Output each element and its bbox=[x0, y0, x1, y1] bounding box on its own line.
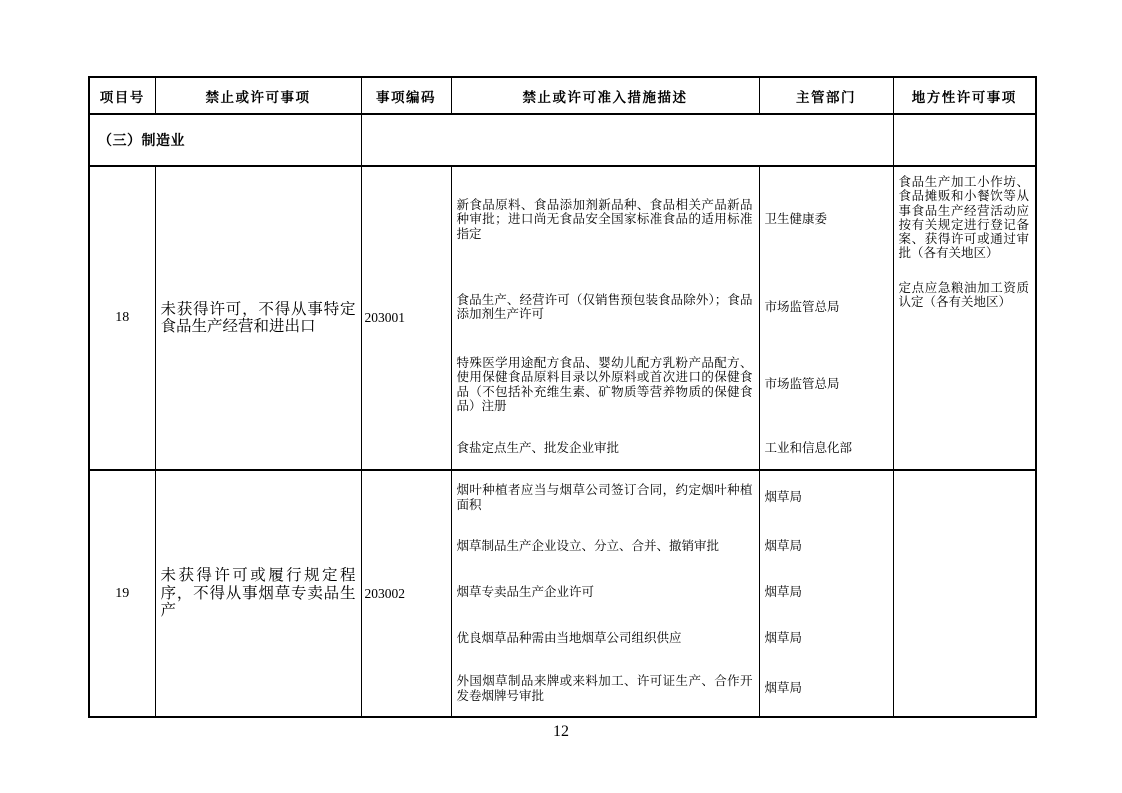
local-items-cell bbox=[893, 166, 1036, 470]
department-item bbox=[760, 524, 893, 569]
department-label: 烟草局 bbox=[764, 585, 803, 600]
col-header-prohibited-item: 禁止或许可事项 bbox=[155, 77, 361, 114]
measure-desc: 外国烟草制品来牌或来料加工、许可证生产、合作开发卷烟牌号审批 bbox=[456, 674, 753, 703]
item-number: 18 bbox=[89, 166, 155, 470]
measure-item bbox=[452, 427, 759, 469]
department-label: 烟草局 bbox=[764, 631, 803, 646]
department-item bbox=[760, 167, 893, 272]
department-label: 烟草局 bbox=[764, 539, 803, 554]
measure-item bbox=[452, 524, 759, 569]
item-number: 19 bbox=[89, 470, 155, 717]
item-code: 203002 bbox=[361, 470, 451, 717]
empty-cell bbox=[361, 114, 893, 166]
department-item bbox=[760, 427, 893, 469]
section-row bbox=[89, 114, 1036, 166]
department-label: 卫生健康委 bbox=[764, 212, 828, 227]
measure-desc: 食品生产、经营许可（仅销售预包装食品除外）；食品添加剂生产许可 bbox=[456, 292, 753, 321]
section-title: （三）制造业 bbox=[89, 114, 361, 166]
measure-item bbox=[452, 616, 759, 661]
department-item bbox=[760, 661, 893, 716]
col-header-item-no: 项目号 bbox=[89, 77, 155, 114]
measure-desc: 烟叶种植者应当与烟草公司签订合同，约定烟叶种植面积 bbox=[456, 483, 753, 512]
departments-cell bbox=[759, 166, 893, 470]
measure-item bbox=[452, 661, 759, 716]
departments-cell bbox=[759, 470, 893, 717]
table-header-row bbox=[89, 77, 1036, 114]
prohibited-item-text: 未获得许可或履行规定程序，不得从事烟草专卖品生产 bbox=[155, 470, 361, 717]
measure-desc: 优良烟草品种需由当地烟草公司组织供应 bbox=[456, 631, 682, 646]
page-number: 12 bbox=[553, 723, 569, 740]
table-row-18 bbox=[89, 166, 1036, 470]
measures-cell bbox=[451, 166, 759, 470]
measure-desc: 新食品原料、食品添加剂新品种、食品相关产品新品种审批；进口尚无食品安全国家标准食品的适用标准指定 bbox=[456, 198, 753, 241]
market-access-table bbox=[88, 76, 1037, 718]
table-row-19 bbox=[89, 470, 1036, 717]
local-item: 定点应急粮油加工资质认定（各有关地区） bbox=[898, 280, 1029, 310]
measure-item bbox=[452, 167, 759, 272]
measure-desc: 烟草制品生产企业设立、分立、合并、撤销审批 bbox=[456, 539, 720, 554]
measure-item bbox=[452, 471, 759, 524]
col-header-local-items: 地方性许可事项 bbox=[893, 77, 1036, 114]
department-label: 市场监管总局 bbox=[764, 299, 840, 314]
department-label: 工业和信息化部 bbox=[764, 440, 853, 455]
measures-cell bbox=[451, 470, 759, 717]
local-items-cell bbox=[893, 470, 1036, 717]
department-item bbox=[760, 342, 893, 427]
empty-cell bbox=[893, 114, 1036, 166]
measure-item bbox=[452, 569, 759, 616]
department-item bbox=[760, 471, 893, 524]
department-item bbox=[760, 272, 893, 342]
measure-desc: 烟草专卖品生产企业许可 bbox=[456, 585, 595, 600]
col-header-measure-desc: 禁止或许可准入措施描述 bbox=[451, 77, 759, 114]
item-code: 203001 bbox=[361, 166, 451, 470]
department-label: 烟草局 bbox=[764, 490, 803, 505]
department-item bbox=[760, 616, 893, 661]
col-header-dept: 主管部门 bbox=[759, 77, 893, 114]
measure-item bbox=[452, 272, 759, 342]
measure-desc: 特殊医学用途配方食品、婴幼儿配方乳粉产品配方、使用保健食品原料目录以外原料或首次进口的保健食品（不包括补充维生素、矿物质等营养物质的保健食品）注册 bbox=[456, 355, 753, 413]
measure-desc: 食盐定点生产、批发企业审批 bbox=[456, 440, 620, 455]
department-item bbox=[760, 569, 893, 616]
local-item: 食品生产加工小作坊、食品摊贩和小餐饮等从事食品生产经营活动应按有关规定进行登记备案、获得许可或通过审批（各有关地区） bbox=[898, 175, 1029, 261]
department-label: 市场监管总局 bbox=[764, 377, 840, 392]
col-header-item-code: 事项编码 bbox=[361, 77, 451, 114]
department-label: 烟草局 bbox=[764, 681, 803, 696]
measure-item bbox=[452, 342, 759, 427]
prohibited-item-text: 未获得许可，不得从事特定食品生产经营和进出口 bbox=[155, 166, 361, 470]
